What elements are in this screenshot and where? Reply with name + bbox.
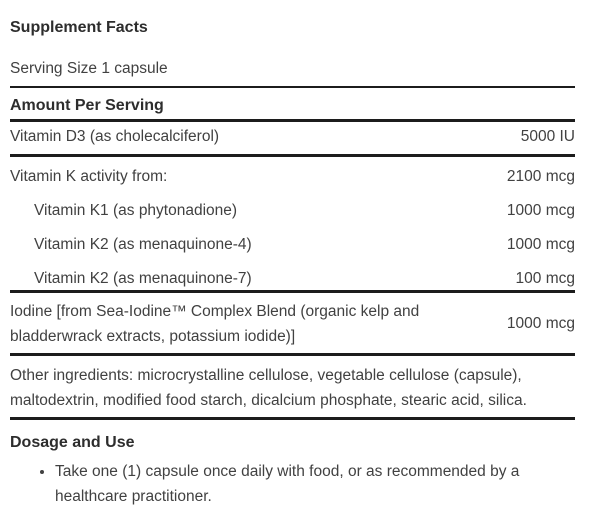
ingredient-amount: 1000 mcg <box>506 236 575 253</box>
supplement-facts-title: Supplement Facts <box>10 19 148 36</box>
dosage-list-item: • Take one (1) capsule once daily with food, or as recommended by a healthcare practitioner. <box>55 459 565 509</box>
ingredient-name: Iodine [from Sea-Iodine™ Complex Blend (organic kelp and bladderwrack extracts, potassium iodide)] <box>10 303 420 345</box>
ingredient-amount: 2100 mcg <box>506 168 575 185</box>
ingredient-name: Vitamin K2 (as menaquinone-7) <box>34 270 252 287</box>
ingredient-amount: 1000 mcg <box>506 315 575 332</box>
table-row <box>10 128 575 146</box>
ingredient-amount: 5000 IU <box>520 128 575 145</box>
ingredient-amount: 100 mcg <box>515 270 575 287</box>
divider <box>10 119 575 122</box>
divider <box>10 154 575 157</box>
ingredient-name: Vitamin D3 (as cholecalciferol) <box>10 128 220 145</box>
ingredient-name: Vitamin K1 (as phytonadione) <box>34 202 238 219</box>
table-row <box>10 270 575 288</box>
vitamin-k-group <box>10 168 575 288</box>
dosage-list <box>10 459 575 509</box>
ingredient-amount: 1000 mcg <box>506 202 575 219</box>
other-ingredients-text: Other ingredients: microcrystalline cellulose, vegetable cellulose (capsule), maltodextrin, modified food starch, dicalcium phosphate, stearic acid, silica. <box>10 367 527 409</box>
divider <box>10 290 575 293</box>
table-row <box>10 202 575 220</box>
ingredient-name: Vitamin K2 (as menaquinone-4) <box>34 236 252 253</box>
amount-per-serving-header: Amount Per Serving <box>10 97 164 114</box>
table-row <box>10 299 575 349</box>
table-row <box>10 236 575 254</box>
divider <box>10 86 575 88</box>
table-row <box>10 168 575 186</box>
dosage-and-use-heading: Dosage and Use <box>10 434 135 451</box>
divider <box>10 353 575 356</box>
ingredient-name: Vitamin K activity from: <box>10 168 168 185</box>
serving-size-text: Serving Size 1 capsule <box>10 60 168 77</box>
divider <box>10 417 575 420</box>
